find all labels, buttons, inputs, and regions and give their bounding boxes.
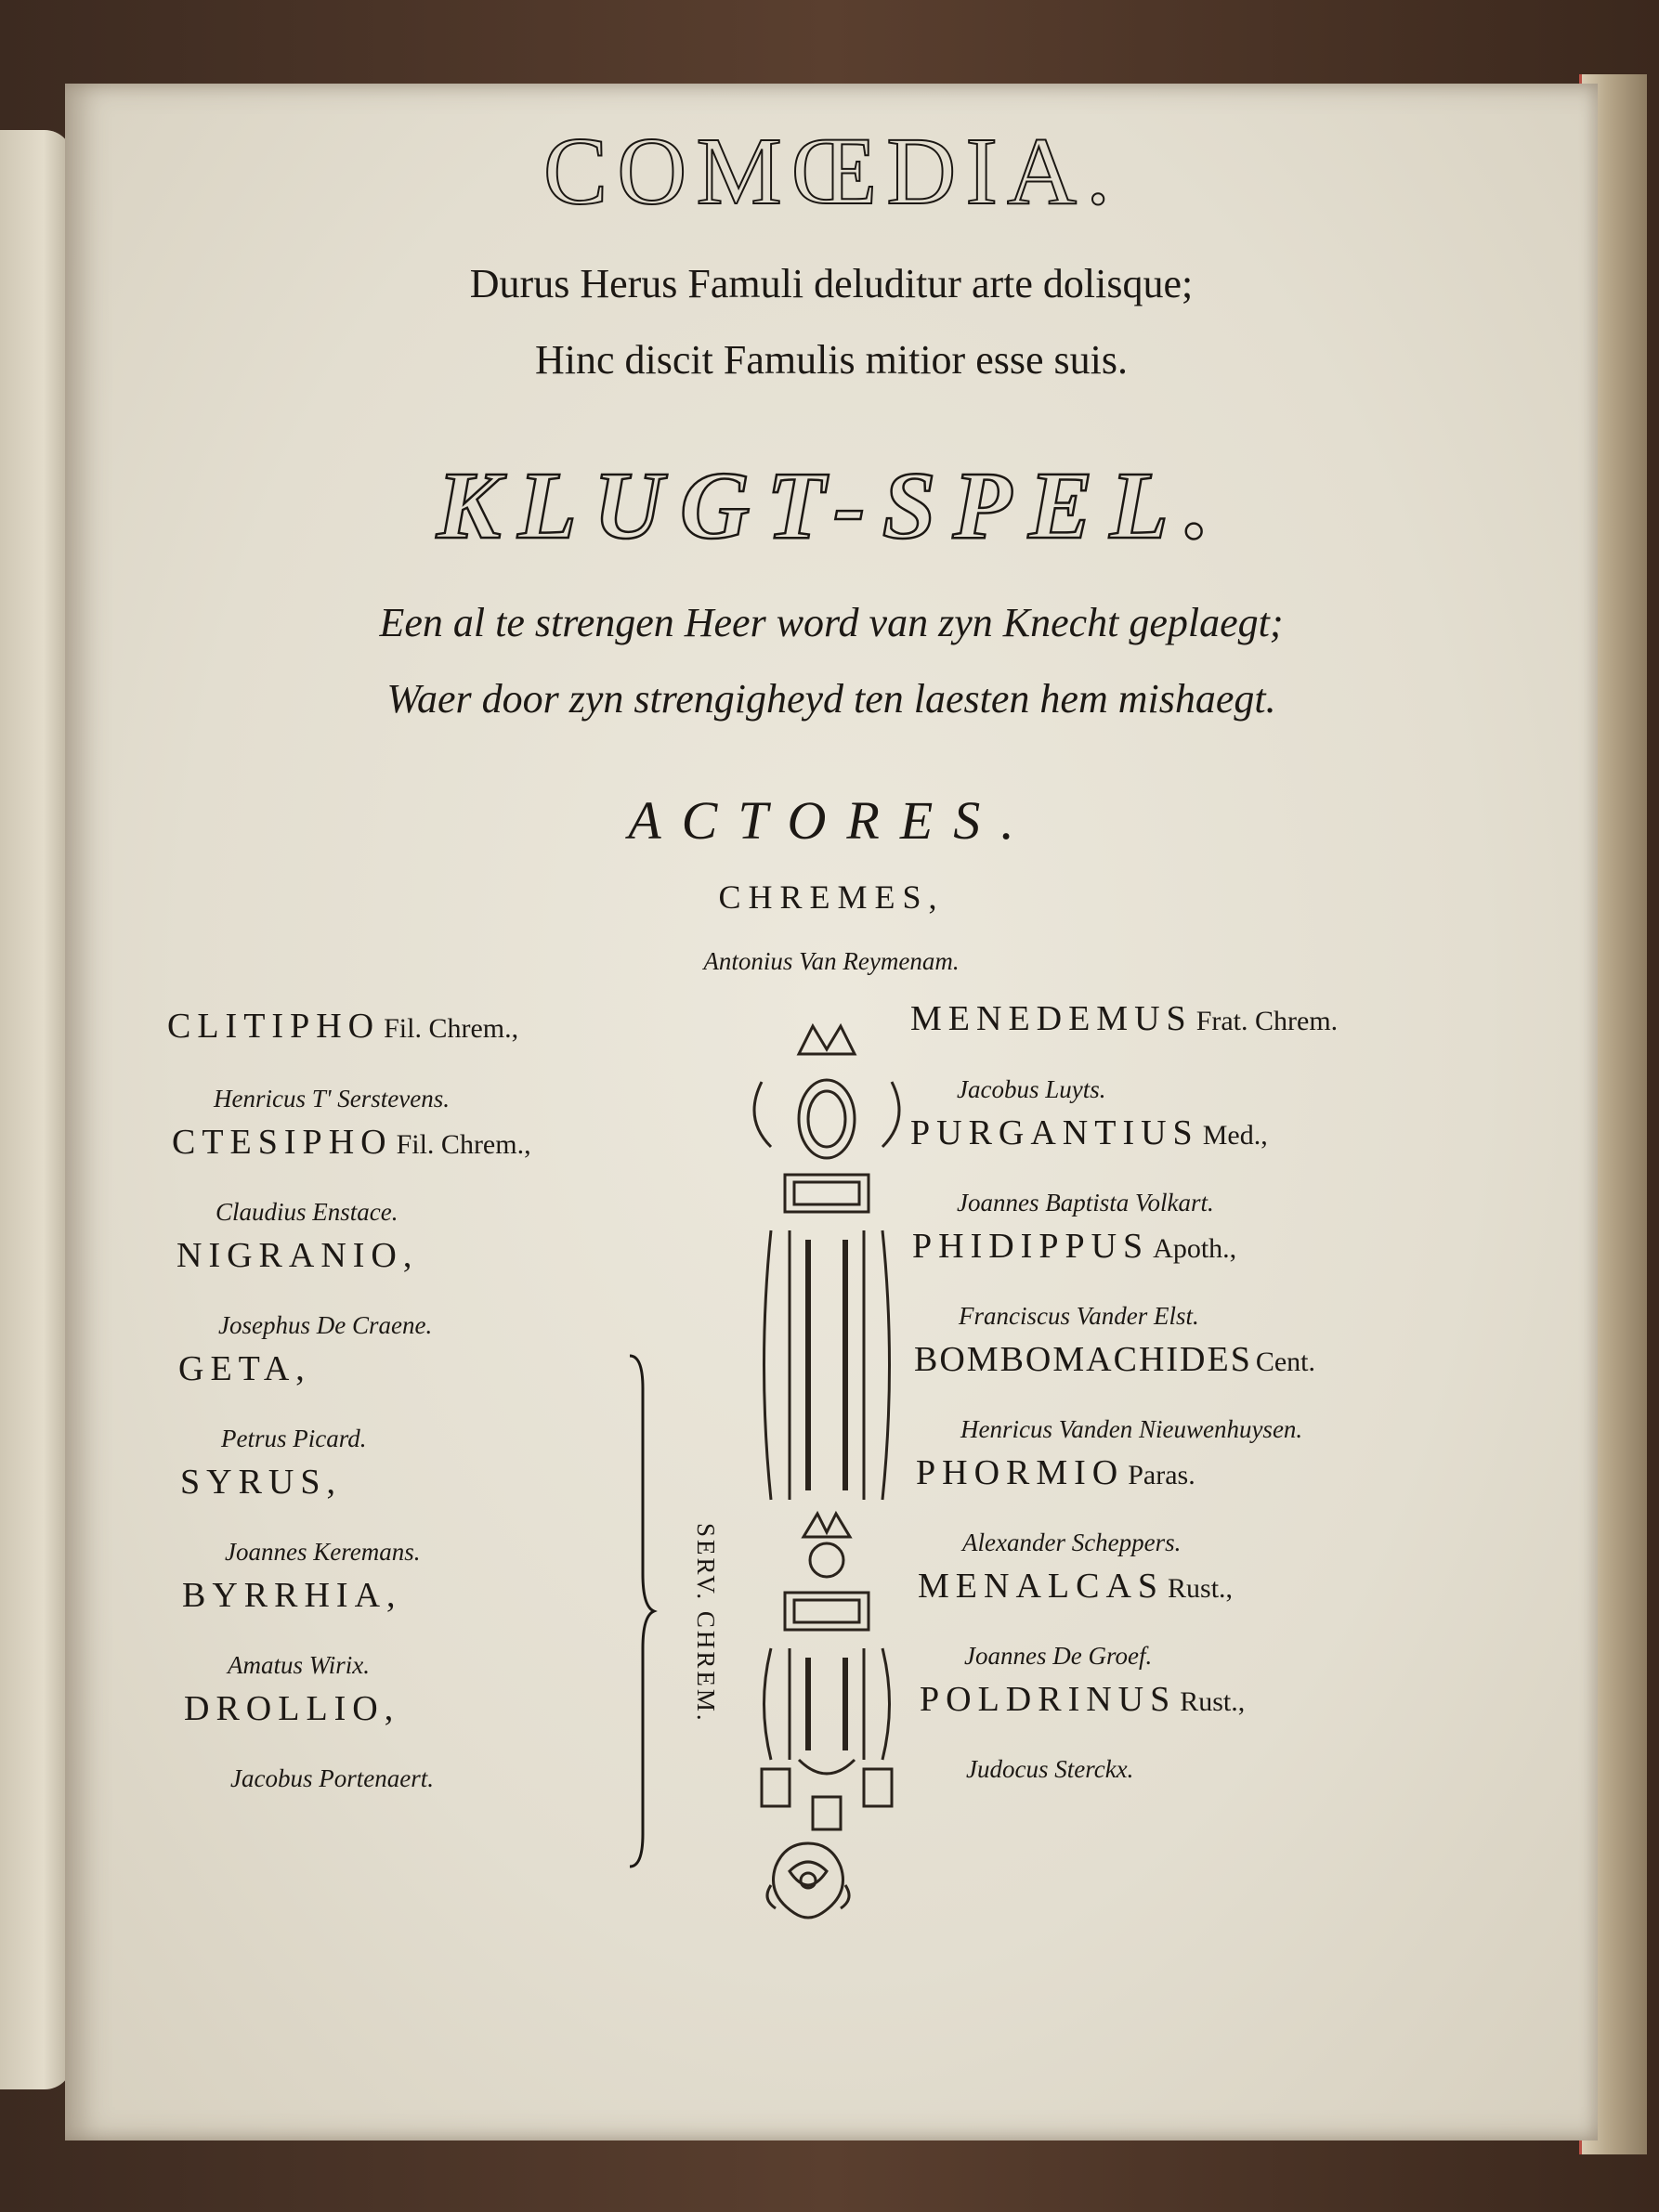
- dutch-verse-line-1: Een al te strengen Heer word van zyn Knecht geplaegt;: [379, 600, 1284, 645]
- actor-name: Jacobus Portenaert.: [230, 1764, 434, 1792]
- actor-name: Claudius Enstace.: [216, 1198, 398, 1226]
- actor-name: Joannes Keremans.: [225, 1538, 421, 1566]
- actor-name: Alexander Scheppers.: [962, 1529, 1182, 1556]
- actor-name: Judocus Sterckx.: [966, 1755, 1134, 1783]
- role-name: CTESIPHO: [172, 1123, 393, 1162]
- role-description: Fil. Chrem.,: [396, 1129, 531, 1160]
- subtitle: KLUGT-SPEL.: [437, 452, 1226, 559]
- role-phormio: [916, 1452, 1195, 1493]
- role-name: NIGRANIO,: [176, 1236, 419, 1275]
- title-page: [65, 84, 1598, 2140]
- role-name: PHIDIPPUS: [912, 1227, 1150, 1266]
- actor-name: Henricus T' Serstevens.: [214, 1085, 450, 1113]
- role-name: SYRUS,: [180, 1463, 342, 1502]
- role-name: BOMBOMACHIDES: [914, 1340, 1252, 1379]
- role-name: GETA,: [178, 1349, 311, 1388]
- role-geta: [178, 1348, 311, 1389]
- actor-name: Franciscus Vander Elst.: [959, 1302, 1199, 1330]
- role-name: PHORMIO: [916, 1453, 1125, 1492]
- role-purgantius: [910, 1113, 1268, 1153]
- brace-mark: [622, 1351, 660, 1871]
- fleuron-icon: [757, 1834, 859, 1927]
- role-ctesipho: [172, 1122, 531, 1163]
- facing-page-edge: [0, 130, 72, 2089]
- role-description: Frat. Chrem.: [1195, 1006, 1339, 1036]
- ornamental-column-icon: [734, 1017, 920, 1834]
- role-description: Med.,: [1202, 1120, 1268, 1151]
- role-menalcas: [918, 1566, 1233, 1607]
- role-name: MENALCAS: [918, 1567, 1165, 1606]
- role-nigranio: [176, 1235, 418, 1276]
- actor-name: Amatus Wirix.: [228, 1651, 370, 1679]
- role-clitipho: [167, 1006, 518, 1047]
- actores-heading: ACTORES.: [628, 790, 1035, 851]
- role-name: MENEDEMUS: [910, 999, 1193, 1038]
- role-byrrhia: [182, 1575, 402, 1616]
- latin-motto-line-2: Hinc discit Famulis mitior esse suis.: [535, 337, 1128, 383]
- role-name: CLITIPHO: [167, 1007, 381, 1046]
- role-bombomachides: [914, 1339, 1315, 1380]
- role-description: Rust.,: [1180, 1686, 1246, 1717]
- lead-role-name: CHREMES,: [718, 878, 945, 916]
- role-name: POLDRINUS: [920, 1680, 1177, 1719]
- role-syrus: [180, 1462, 342, 1503]
- role-description: Paras.: [1128, 1460, 1195, 1490]
- role-description: Cent.: [1255, 1347, 1315, 1377]
- servants-label: SERV. CHREM.: [692, 1523, 720, 1724]
- actor-name: Joannes Baptista Volkart.: [957, 1189, 1214, 1217]
- dutch-verse-line-2: Waer door zyn strengigheyd ten laesten hem mishaegt.: [386, 676, 1276, 722]
- page-title: COMŒDIA.: [542, 118, 1120, 225]
- actor-name: Petrus Picard.: [221, 1425, 367, 1452]
- actor-name: Henricus Vanden Nieuwenhuysen.: [960, 1415, 1303, 1443]
- role-name: BYRRHIA,: [182, 1576, 402, 1615]
- actor-name: Jacobus Luyts.: [957, 1075, 1106, 1103]
- role-poldrinus: [920, 1679, 1245, 1720]
- role-description: Apoth.,: [1153, 1233, 1237, 1264]
- role-name: DROLLIO,: [184, 1689, 400, 1728]
- latin-motto-line-1: Durus Herus Famuli deluditur arte dolisque;: [469, 261, 1194, 306]
- actor-name: Joannes De Groef.: [964, 1642, 1153, 1670]
- role-name: PURGANTIUS: [910, 1113, 1199, 1152]
- role-description: Rust.,: [1168, 1573, 1234, 1604]
- role-drollio: [184, 1688, 399, 1729]
- role-phidippus: [912, 1226, 1236, 1267]
- actor-name: Josephus De Craene.: [218, 1311, 433, 1339]
- lead-role-actor: Antonius Van Reymenam.: [703, 947, 960, 975]
- role-description: Fil. Chrem.,: [384, 1013, 519, 1044]
- role-menedemus: [910, 998, 1338, 1039]
